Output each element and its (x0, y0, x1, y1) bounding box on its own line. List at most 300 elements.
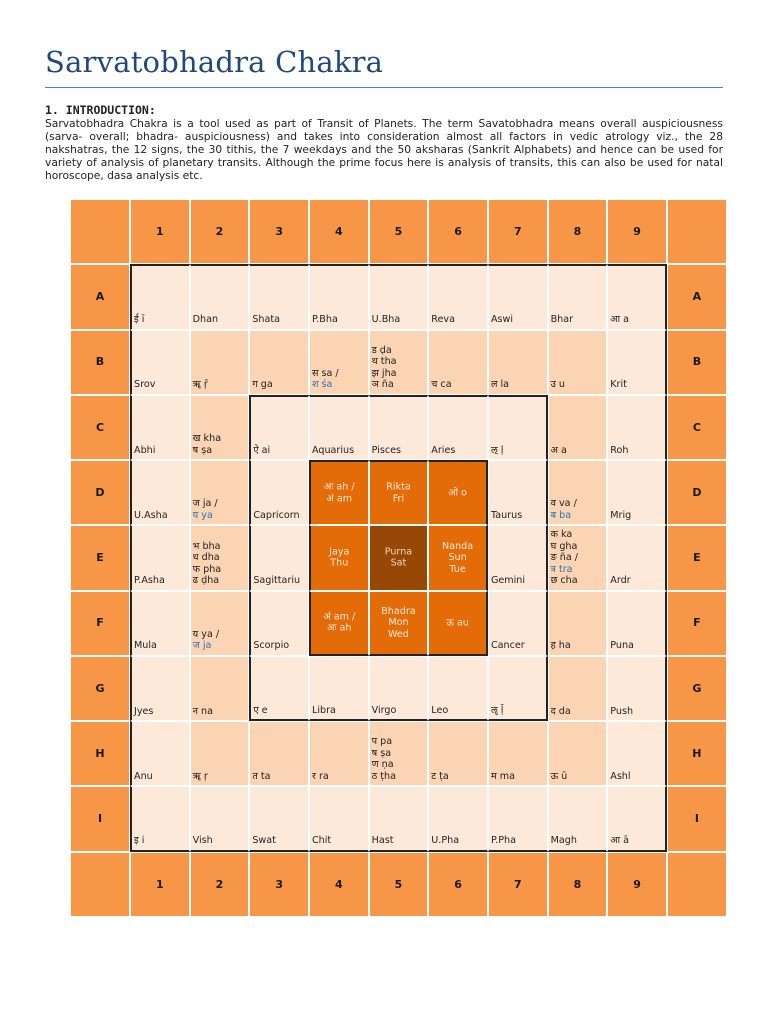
cell-line: Swat (252, 835, 276, 847)
chakra-cell (369, 330, 429, 395)
cell-line: Leo (431, 704, 449, 716)
cell-text (134, 835, 187, 847)
header-label: I (97, 812, 103, 826)
chakra-cell (130, 330, 190, 395)
row-header-left (70, 460, 130, 525)
cell-text (491, 705, 544, 717)
cell-line: Magh (550, 835, 577, 847)
cell-text (491, 771, 545, 783)
cell-text (491, 314, 545, 326)
chakra-cell (607, 460, 667, 525)
cell-line: Aries (431, 444, 456, 456)
row-header-right (667, 330, 727, 395)
chakra-cell (548, 591, 608, 656)
cell-line: च ca (431, 379, 452, 391)
chakra-cell (428, 656, 488, 721)
cell-text (551, 835, 605, 847)
cell-line: Aswi (490, 314, 514, 326)
cell-text (134, 771, 187, 783)
header-label: 7 (513, 224, 522, 238)
col-header-bottom (488, 852, 548, 917)
cell-text (312, 835, 366, 847)
header-label: 6 (454, 877, 462, 891)
chakra-cell (428, 330, 488, 395)
section-heading: 1. INTRODUCTION: (45, 103, 156, 117)
cell-text (371, 482, 427, 505)
chakra-cell (249, 525, 309, 590)
cell-line: ऌ ḷ (490, 444, 504, 456)
cell-line: ॠ ṛ (192, 770, 208, 782)
cell-text (431, 379, 485, 391)
cell-line: ट ṭa (431, 770, 449, 782)
chakra-cell (249, 395, 309, 460)
chakra-cell (309, 264, 369, 329)
cell-text (193, 771, 247, 783)
header-label: C (95, 420, 105, 434)
header-label: E (693, 551, 701, 565)
chakra-cell (607, 591, 667, 656)
chakra-cell (309, 330, 369, 395)
cell-line: फ pha (192, 563, 222, 575)
cell-text (371, 546, 427, 569)
cell-text (431, 705, 485, 717)
header-label: E (96, 551, 104, 565)
cell-text (134, 379, 187, 391)
chakra-cell (488, 525, 548, 590)
cell-text (372, 736, 426, 782)
cell-line: Ashl (610, 770, 631, 782)
cell-line: Nanda (442, 540, 474, 552)
cell-line: Scorpio (253, 640, 290, 652)
cell-line: Capricorn (253, 509, 300, 521)
cell-text (491, 510, 544, 522)
cell-text (134, 445, 187, 457)
cell-text (372, 835, 426, 847)
cell-line: Jaya (329, 546, 350, 558)
col-header-top (488, 199, 548, 264)
cell-text (252, 771, 306, 783)
chakra-cell (309, 786, 369, 851)
cell-line: अः ah (327, 622, 352, 634)
cell-line: Mrig (610, 509, 632, 521)
col-header-top (428, 199, 488, 264)
chakra-cell (548, 330, 608, 395)
chakra-cell (428, 395, 488, 460)
header-label: H (692, 747, 702, 760)
cell-text (253, 575, 306, 587)
chakra-cell (249, 721, 309, 786)
cell-line: Jyes (134, 705, 154, 717)
chakra-cell (130, 264, 190, 329)
cell-text (610, 706, 663, 718)
cell-line: य ya / (192, 628, 220, 640)
row-header-right (667, 721, 727, 786)
chakra-cell (249, 786, 309, 851)
cell-line: आ a (610, 314, 629, 326)
col-header-bottom (607, 852, 667, 917)
chakra-cell (607, 330, 667, 395)
cell-line: Libra (311, 704, 336, 716)
cell-line: P.Pha (490, 835, 517, 847)
chakra-cell (488, 721, 548, 786)
cell-line: भ bha (192, 540, 221, 552)
header-label: I (694, 812, 699, 826)
row-header-right (667, 395, 727, 460)
chakra-cell (428, 264, 488, 329)
cell-line: Chit (311, 835, 332, 847)
row-header-left (70, 786, 130, 851)
sarvatobhadra-chakra-grid (70, 199, 727, 917)
header-label: H (95, 747, 105, 760)
chakra-cell (130, 525, 190, 590)
cell-text (551, 498, 605, 521)
cell-line: म ma (490, 770, 515, 782)
header-label: 2 (215, 224, 224, 238)
cell-text (312, 771, 366, 783)
header-label: 1 (156, 224, 164, 238)
cell-line: ठ ṭha (371, 770, 396, 782)
chakra-cell (309, 591, 369, 656)
col-header-bottom (309, 852, 369, 917)
corner-cell (667, 852, 727, 917)
cell-line: र ra (311, 770, 329, 782)
cell-line-alt: श śa (311, 379, 333, 391)
cell-line: झ jha (371, 367, 397, 379)
cell-line: ॡ ḹ (490, 704, 504, 716)
cell-text (253, 510, 306, 522)
cell-text (491, 445, 544, 457)
cell-text (610, 510, 663, 522)
cell-text (371, 605, 427, 640)
cell-text (430, 541, 485, 576)
chakra-cell (249, 460, 309, 525)
cell-line: अं am (326, 493, 353, 505)
cell-line: Virgo (371, 704, 397, 716)
chakra-cell (548, 395, 608, 460)
intro-paragraph: Sarvatobhadra Chakra is a tool used as part of Transit of Planets. The term Savatobhadra means overall auspiciousness (sarva- overall; bhadra- auspiciousness) and takes into consideration almost all factors in vedic atrology viz., the 28 nakshatras, the 12 signs, the 30 tithis, the 7 weekdays and the 50 aksharas (Sankrit Alphabets) and hence can be used for variety of analysis of planetary transits. Although the prime focus here is analysis of transits, this can also be used for natal horoscope, dasa analysis etc. (45, 117, 723, 182)
chakra-cell (249, 264, 309, 329)
cell-line: द da (550, 705, 571, 717)
cell-text (312, 611, 367, 634)
cell-text (491, 575, 544, 587)
chakra-cell (428, 525, 488, 590)
col-header-bottom (369, 852, 429, 917)
cell-line: Srov (134, 379, 156, 391)
cell-text (431, 835, 485, 847)
cell-text (551, 706, 605, 718)
row-header-right (667, 656, 727, 721)
chakra-cell (309, 395, 369, 460)
chakra-cell (130, 460, 190, 525)
chakra-cell (190, 330, 250, 395)
cell-line: व va / (550, 498, 577, 510)
header-label: 9 (633, 877, 641, 891)
header-label: G (95, 681, 105, 695)
cell-text (193, 433, 247, 456)
cell-line: Thu (330, 557, 349, 569)
header-label: D (692, 485, 702, 499)
row-header-right (667, 460, 727, 525)
cell-text (312, 368, 366, 391)
cell-line: ज ja / (192, 498, 218, 510)
col-header-top (548, 199, 608, 264)
header-label: 5 (394, 877, 403, 891)
cell-text (551, 771, 605, 783)
row-header-left (70, 264, 130, 329)
chakra-cell (607, 395, 667, 460)
chakra-cell (190, 591, 250, 656)
cell-line: न na (192, 705, 213, 717)
cell-text (312, 314, 366, 326)
cell-text (134, 706, 187, 718)
chakra-cell (548, 460, 608, 525)
cell-text (134, 314, 187, 326)
cell-line: Purna (384, 546, 413, 558)
cell-line: Sun (448, 552, 467, 564)
cell-line: Sagittariu (253, 575, 301, 587)
header-label: 8 (573, 224, 582, 238)
header-label: 5 (394, 224, 403, 238)
cell-text (372, 705, 426, 717)
col-header-top (607, 199, 667, 264)
cell-line: ल la (490, 379, 510, 391)
cell-text (193, 706, 247, 718)
corner-cell (667, 199, 727, 264)
cell-line: Krit (610, 379, 627, 391)
chakra-cell (428, 786, 488, 851)
chakra-cell (488, 395, 548, 460)
cell-text (431, 314, 485, 326)
chakra-cell (309, 721, 369, 786)
cell-line: ड ḍa (371, 344, 392, 356)
cell-line: U.Asha (134, 509, 168, 521)
header-label: G (692, 681, 702, 695)
row-header-right (667, 591, 727, 656)
cell-line: Mula (134, 640, 157, 652)
cell-line: ख kha (192, 433, 222, 445)
cell-text (551, 529, 605, 587)
cell-line: Push (610, 705, 634, 717)
cell-line: Anu (134, 770, 153, 782)
chakra-cell (607, 721, 667, 786)
cell-text (252, 379, 306, 391)
chakra-cell (607, 656, 667, 721)
chakra-cell (428, 591, 488, 656)
cell-text (253, 445, 306, 457)
cell-text (610, 314, 663, 326)
chakra-cell (130, 721, 190, 786)
cell-line: ढ ḍha (192, 575, 220, 587)
cell-line: Reva (431, 314, 455, 326)
cell-line: ऊ ū (550, 770, 568, 782)
cell-line: ण ṇa (371, 759, 394, 771)
header-label: 9 (633, 224, 641, 238)
cell-text (193, 835, 247, 847)
cell-line: ञ ña (371, 379, 394, 391)
chakra-cell (249, 591, 309, 656)
cell-line: Cancer (490, 640, 525, 652)
cell-text (431, 445, 485, 457)
chakra-cell (249, 330, 309, 395)
header-label: B (692, 355, 702, 369)
header-label: F (693, 616, 701, 630)
cell-line: Hast (371, 835, 394, 847)
chakra-cell (369, 656, 429, 721)
col-header-bottom (548, 852, 608, 917)
cell-text (312, 445, 366, 457)
cell-line: Bhar (550, 314, 574, 326)
chakra-cell (548, 786, 608, 851)
col-header-top (309, 199, 369, 264)
cell-line: ग ga (252, 379, 273, 391)
cell-line: ध dha (192, 552, 220, 564)
cell-text (551, 314, 605, 326)
cell-line: घ gha (550, 540, 578, 552)
cell-line: Sat (390, 557, 407, 569)
cell-text (491, 640, 544, 652)
chakra-cell (130, 395, 190, 460)
cell-line: उ u (550, 379, 565, 391)
cell-text (491, 835, 545, 847)
cell-line: Shata (252, 314, 281, 326)
header-label: F (96, 616, 104, 630)
cell-line: अ a (550, 444, 567, 456)
chakra-cell (369, 786, 429, 851)
cell-text (551, 445, 605, 457)
cell-text (610, 379, 663, 391)
cell-text (431, 771, 485, 783)
cell-line-alt: य ya (192, 509, 213, 521)
cell-text (372, 345, 426, 391)
cell-line: Ardr (610, 575, 631, 587)
chakra-cell (190, 264, 250, 329)
page-title: Sarvatobhadra Chakra (45, 45, 384, 79)
cell-text (610, 640, 663, 652)
header-label: 7 (513, 877, 522, 891)
col-header-bottom (428, 852, 488, 917)
chakra-cell (488, 786, 548, 851)
cell-text (134, 510, 187, 522)
cell-text (252, 835, 306, 847)
row-header-left (70, 591, 130, 656)
cell-text (134, 575, 187, 587)
chakra-cell (428, 460, 488, 525)
cell-text (372, 445, 426, 457)
cell-line: Pisces (371, 444, 402, 456)
cell-line: इ i (134, 835, 145, 847)
cell-line: Wed (387, 628, 409, 640)
cell-text (134, 640, 187, 652)
row-header-left (70, 656, 130, 721)
cell-line: क ka (550, 529, 573, 541)
chakra-cell (190, 395, 250, 460)
chakra-cell (190, 786, 250, 851)
cell-line: Roh (610, 444, 629, 456)
cell-line: P.Asha (134, 575, 165, 587)
cell-text (193, 629, 247, 652)
cell-text (312, 482, 367, 505)
cell-text (430, 487, 485, 499)
cell-text (193, 541, 247, 587)
cell-line: U.Bha (371, 314, 401, 326)
chakra-cell (607, 525, 667, 590)
chakra-cell (130, 656, 190, 721)
header-label: A (95, 290, 105, 304)
row-header-right (667, 786, 727, 851)
col-header-bottom (249, 852, 309, 917)
cell-line: अं am / (323, 611, 356, 623)
chakra-cell (190, 721, 250, 786)
cell-text (610, 575, 663, 587)
header-label: 6 (454, 224, 462, 238)
chakra-cell (488, 591, 548, 656)
cell-line: ह ha (550, 640, 571, 652)
cell-line: U.Pha (431, 835, 460, 847)
cell-text (551, 640, 605, 652)
cell-line: ङ ña / (550, 552, 578, 564)
chakra-cell (488, 264, 548, 329)
cell-text (551, 379, 605, 391)
cell-text (252, 314, 306, 326)
cell-line: ऊ au (446, 616, 469, 628)
chakra-cell (607, 786, 667, 851)
cell-line: Tue (449, 563, 466, 575)
chakra-cell (548, 656, 608, 721)
chakra-cell (369, 525, 429, 590)
cell-text (491, 379, 545, 391)
chakra-cell (548, 264, 608, 329)
chakra-cell (607, 264, 667, 329)
chakra-cell (428, 721, 488, 786)
cell-line: Mon (388, 616, 409, 628)
cell-line: ओ o (448, 487, 467, 499)
chakra-cell (190, 460, 250, 525)
chakra-cell (309, 525, 369, 590)
cell-line-alt: ब ba (550, 509, 572, 521)
chakra-cell (130, 591, 190, 656)
cell-line: ए e (253, 704, 268, 716)
cell-text (193, 379, 247, 391)
header-label: A (692, 290, 702, 304)
chakra-cell (488, 656, 548, 721)
col-header-top (130, 199, 190, 264)
chakra-cell (190, 525, 250, 590)
cell-line: P.Bha (311, 314, 338, 326)
col-header-top (369, 199, 429, 264)
header-label: B (95, 355, 105, 369)
row-header-left (70, 525, 130, 590)
cell-line: Taurus (490, 509, 523, 521)
chakra-cell (369, 395, 429, 460)
cell-line: ॠ ṝ (192, 379, 208, 391)
chakra-cell (309, 460, 369, 525)
cell-line: Bhadra (381, 605, 416, 617)
header-label: 3 (275, 224, 283, 238)
cell-text (372, 314, 426, 326)
cell-line: ष ṣa (192, 444, 213, 456)
cell-line: Abhi (134, 444, 156, 456)
cell-line: आ ā (610, 835, 629, 847)
chakra-cell (369, 721, 429, 786)
cell-text (253, 640, 306, 652)
cell-text (312, 705, 366, 717)
corner-cell (70, 199, 130, 264)
title-divider (45, 87, 723, 88)
cell-line: ऐ ai (253, 444, 271, 456)
cell-line: Gemini (490, 575, 526, 587)
cell-line: छ cha (550, 575, 578, 587)
cell-line: Fri (392, 493, 405, 505)
